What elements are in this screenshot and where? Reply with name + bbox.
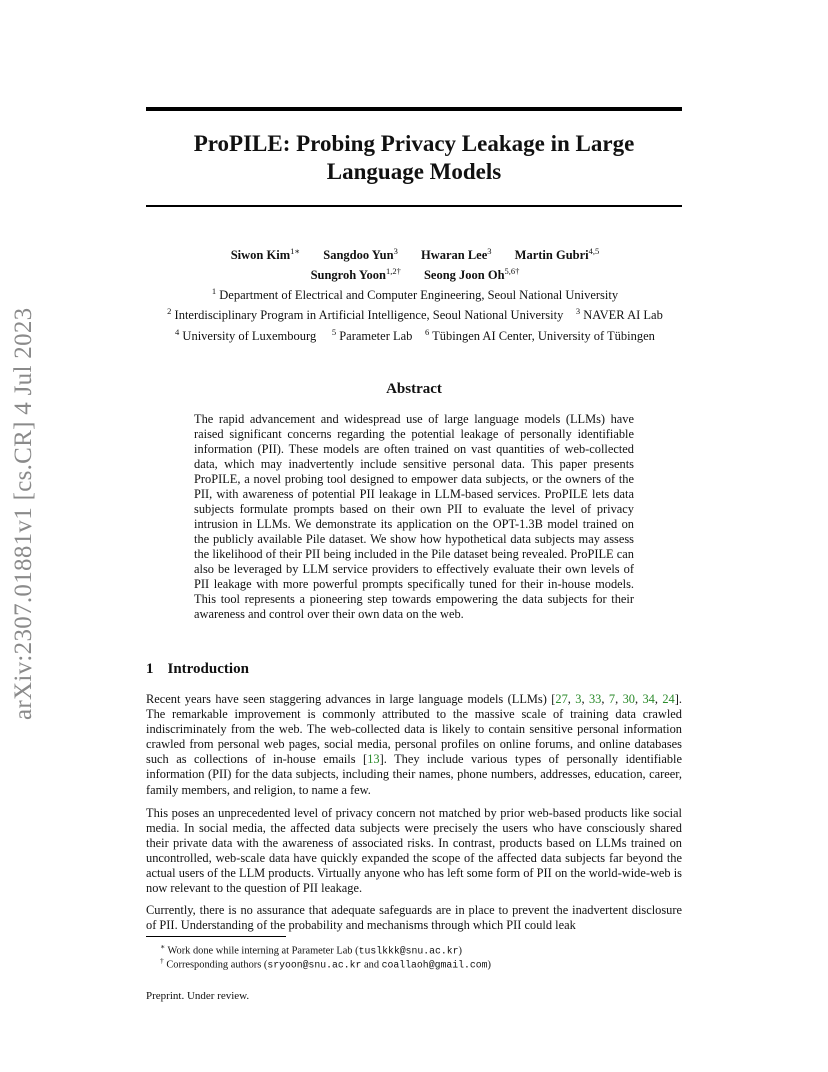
author-name: Seong Joon $Oh^{5,6\dagger}$ xyxy=(423,266,520,283)
title-line-1: ProPILE: Probing Privacy Leakage in Large xyxy=(193,131,635,156)
citation-link[interactable]: 7 xyxy=(608,692,616,706)
citation-link[interactable]: 30 xyxy=(622,692,635,706)
section-title: Introduction xyxy=(167,661,249,677)
author-name: Hwaran Lee$^3$ xyxy=(420,246,492,263)
footnote-1: ∗ Work done while interning at Parameter Lab (tuslkkk@snu.ac.kr) xyxy=(160,942,462,957)
affiliation-line-1: $^1$ Department of Electrical and Computer Engineering, Seoul National University xyxy=(211,286,619,303)
author-block xyxy=(110,243,720,344)
author-line-2 xyxy=(110,263,720,283)
abstract-heading: Abstract xyxy=(386,381,442,397)
intro-paragraph-2: This poses an unprecedented level of privacy concern not matched by prior web-based products like social media. In social media, the affected data subjects were precisely the users who have consciously shared their private data with the awareness of associated risks. In contrast, products based on LLMs trained on uncontrolled, web-scale data have quickly expanded the scope of the affected data subjects far beyond the actual users of the LLM products. Virtually anyone who has left some form of PII on the world-wide-web is now relevant to the question of PII leakage. xyxy=(146,806,682,896)
citation-link[interactable]: 3 xyxy=(575,692,582,706)
section-number: 1 xyxy=(146,661,154,677)
title-top-rule xyxy=(146,107,682,111)
citation-link[interactable]: 13 xyxy=(367,752,380,767)
author-name: Sungroh Yoon$^{1,2\dagger}$ xyxy=(310,266,401,283)
arxiv-stamp: arXiv:2307.01881v1 [cs.CR] 4 Jul 2023 xyxy=(10,307,37,720)
preprint-note: Preprint. Under review. xyxy=(146,990,250,1002)
intro-paragraph-1: Recent years have seen staggering advances in large language models (LLMs) [27, 3, 33, 7, 30, 34, 24]. The remarkable improvement is commonly attributed to the massive scale of training data crawled indiscriminately from the web. The web-collected data is likely to contain sensitive personal information crawled from personal web pages, social media, personal profiles on online forums, and online databases such as collections of in-house emails [13]. They include various types of personally identifiable information (PII) for the data subjects, including their names, phone numbers, addresses, education, career, family members, and religion, to name a few. xyxy=(146,692,682,797)
author-name: Siwon Kim$^{1∗}$ xyxy=(230,246,301,263)
author-name: Sangdoo Yun$^3$ xyxy=(323,246,398,263)
section-heading xyxy=(146,661,249,678)
citation-link[interactable]: 34 xyxy=(642,692,655,706)
paper-title xyxy=(146,130,682,186)
citation-link[interactable]: 24 xyxy=(662,692,675,706)
citation-link[interactable]: 33 xyxy=(588,692,602,706)
footnote-2: † Corresponding authors (sryoon@snu.ac.kr and coallaoh@gmail.com) xyxy=(160,956,491,971)
title-line-2: Language Models xyxy=(326,159,502,184)
intro-paragraph-3: Currently, there is no assurance that adequate safeguards are in place to prevent the inadvertent disclosure of PII. Understanding of the probability and mechanisms through which PII could leak xyxy=(146,903,682,933)
title-bottom-rule xyxy=(146,205,682,207)
affiliation-line-3: $^4$ University of Luxembourg $^5$ Parameter Lab $^6$ Tübingen AI Center, University of Tübingen xyxy=(175,326,655,343)
citation-link[interactable]: 27 xyxy=(555,692,568,706)
author-name: Martin Gubri$^{4,5}$ xyxy=(514,246,600,263)
affiliation-line-2: $^2$ Interdisciplinary Program in Artificial Intelligence, Seoul National University $^3$ NAVER AI Lab xyxy=(167,306,663,323)
abstract-text: The rapid advancement and widespread use of large language models (LLMs) have raised significant concerns regarding the potential leakage of personally identifiable information (PII). These models are often trained on vast quantities of web-collected data, which may inadvertently include sensitive personal data. This paper presents ProPILE, a novel probing tool designed to empower data subjects, or the owners of the PII, with awareness of potential PII leakage in LLM-based services. ProPILE lets data subjects formulate prompts based on their own PII to evaluate the level of privacy intrusion in LLMs. We demonstrate its application on the OPT-1.3B model trained on the publicly available Pile dataset. We show how hypothetical data subjects may assess the likelihood of their PII being included in the Pile dataset being revealed. ProPILE can also be leveraged by LLM service providers to effectively evaluate their own levels of PII leakage with more powerful prompts specifically tuned for their in-house models. This tool represents a pioneering step towards empowering the data subjects for their awareness and control over their own data on the web. xyxy=(194,412,634,621)
author-line-1 xyxy=(110,243,720,263)
footnote-rule xyxy=(146,936,286,937)
